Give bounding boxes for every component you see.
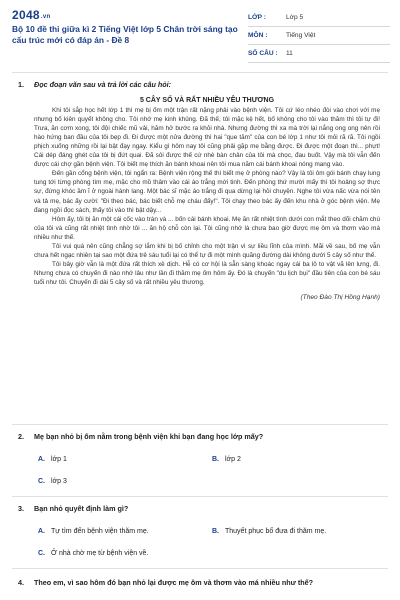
document-title: Bộ 10 đề thi giữa kì 2 Tiếng Việt lớp 5 Chân trời sáng tạo cấu trúc mới có đáp án - Đề 8 (12, 24, 238, 45)
meta-value: Lớp 5 (286, 14, 304, 21)
option-label: B. (212, 456, 219, 463)
passage-paragraph: Đến gần cổng bệnh viện, tôi ngẩn ra: Bệnh viện rộng thế thì biết mẹ ở phòng nào? Vậy là tôi ôm gói bánh chạy lung tung tới từng phòng tìm mẹ, mặc cho mồ thâm vào cái áo trắng mới tinh. Đến phòng thứ mười mấy thì tôi hoảng sợ thực sự, đứng khóc ầm ĩ ở ngoài hành lang. Một bác sĩ mặc áo trắng đi qua dừng lại hỏi chuyện. Nghe tôi vừa nấc vừa nói tên và tả mẹ, bác ấy cười: "Đi theo bác, bác biết chỗ mẹ cháu đấy!". Tôi chạy theo bác ấy đến khu nhà ở góc bệnh viện. Mẹ đang ngồi đọc sách, thấy tôi vào thì bật dậy... (34, 170, 380, 214)
divider (12, 568, 388, 569)
question-prompt: Bạn nhỏ quyết định làm gì? (34, 504, 129, 513)
option-a[interactable] (38, 456, 67, 463)
option-label: A. (38, 528, 45, 535)
passage-paragraph: Tôi bây giờ vẫn là một đứa rất thích xê dịch. Hễ có cơ hội là sẵn sàng khoác ngay cái ba lô to vật vã lên lưng, đi. Nhưng chưa có chuyến đi nào nhớ lâu như lần đi thăm mẹ ốm hôm ấy. Đó là chuyến "du lịch bụi" đầu tiên của con bé sáu tuổi như tôi. Chuyến đi dài 5 cây số và rất nhiều yêu thương. (34, 260, 380, 286)
question-number: 3. (18, 504, 24, 513)
question-2 (18, 432, 390, 442)
logo-suffix: .vn (40, 14, 51, 20)
passage-paragraph: Hôm ấy, tôi bị ăn một cái cốc vào trán và ... bốn cái bánh khoai. Mẹ ăn rất nhiệt tình dưới con mắt theo dõi chăm chú của tôi và cũng rất nhiệt tình nhờ tôi ... ăn hộ chỗ còn lại. Tôi cũng nhớ là chưa bao giờ được mẹ ôm và thơm vào má nhiều như thế. (34, 215, 380, 241)
option-c[interactable] (38, 550, 148, 557)
divider (12, 496, 388, 497)
document-header (0, 0, 400, 70)
option-b[interactable] (212, 456, 241, 463)
question-3 (18, 504, 390, 514)
option-text: Ở nhà chờ mẹ từ bệnh viện về. (51, 550, 149, 557)
passage-byline: (Theo Đào Thị Hồng Hạnh) (300, 293, 380, 301)
meta-key: MÔN : (248, 32, 268, 39)
option-a[interactable] (38, 528, 149, 535)
option-text: Thuyết phục bố đưa đi thăm mẹ. (225, 528, 327, 535)
meta-table (248, 9, 390, 63)
meta-key: SỐ CÂU : (248, 50, 278, 57)
option-text: lớp 3 (51, 478, 67, 485)
site-logo[interactable] (12, 8, 50, 22)
question-prompt: Mẹ bạn nhỏ bị ốm nằm trong bệnh viện khi bạn đang học lớp mấy? (34, 432, 264, 441)
option-label: C. (38, 550, 45, 557)
question-number: 4. (18, 578, 24, 587)
meta-value: Tiếng Việt (286, 32, 316, 39)
question-number: 1. (18, 80, 24, 89)
option-label: C. (38, 478, 45, 485)
question-number: 2. (18, 432, 24, 441)
logo-text: 2048 (12, 8, 40, 22)
divider (12, 424, 388, 425)
meta-row-subject (248, 27, 390, 45)
question-prompt: Đọc đoạn văn sau và trả lời các câu hỏi: (34, 80, 172, 89)
meta-row-grade (248, 9, 390, 27)
passage-title: 5 CÂY SỐ VÀ RẤT NHIỀU YÊU THƯƠNG (139, 97, 275, 104)
meta-row-count (248, 45, 390, 63)
passage-paragraph: Tôi vui quá nên cũng chẳng sợ lắm khi bị bố chỉnh cho một trận vì sự liều lĩnh của mình. Mãi về sau, bố mẹ vẫn chưa hết ngạc nhiên tại sao một đứa trẻ sáu tuổi lại có thể tự đi một mình quãng đường dài không dưới 5 cây số như thế. (34, 242, 380, 259)
meta-value: 11 (286, 50, 293, 57)
option-label: B. (212, 528, 219, 535)
option-c[interactable] (38, 478, 67, 485)
question-1 (18, 80, 390, 90)
reading-passage (34, 96, 380, 302)
option-b[interactable] (212, 528, 326, 535)
question-prompt: Theo em, vì sao hôm đó bạn nhỏ lại được mẹ ôm và thơm vào má nhiều như thế? (34, 578, 314, 587)
option-label: A. (38, 456, 45, 463)
passage-paragraph: Khi tôi sắp học hết lớp 1 thì mẹ bị ốm một trận rất nặng phải vào bệnh viện. Tôi cứ léo nhéo đòi vào chơi với mẹ nhưng bố kiên quyết không cho. Tôi nhớ mẹ kinh khủng. Đã thế, tôi mặc kệ hết, bố không cho tôi vào thăm thì tôi tự đi! Trưa, ăn cơm xong, tôi đội chiếc mũ vải, hăm hở bước ra khỏi nhà. Nhưng đường thì xa mà trời lại nắng ong ong nên rồi hào hứng ban đầu của tôi bẹp đi. Đi được một nửa đường thì hai "que tăm" của con bé lớp 1 như tôi mỏi rã rã. Tôi ngồi phịch xuống những rồi lại bật đạy ngay. Kiểu gì hôm nay tôi cũng phải gặp mẹ bằng được. Đi được một đoạn thì... phựt! Cái dép đáng ghét của tôi bị đứt quai. Đã sôi được thế cứ nhè bàn chân của tôi mà chọc, đau buốt. Vậy mà tôi vẫn đến được cái chợ gần bệnh viện. Tôi biết mẹ thích ăn bánh khoai nên tôi mua năm cái bánh khoai nóng mang vào. (34, 107, 380, 169)
option-text: lớp 1 (51, 456, 67, 463)
question-4 (18, 578, 390, 588)
meta-key: LỚP : (248, 14, 266, 21)
option-text: lớp 2 (225, 456, 241, 463)
divider (12, 72, 388, 73)
option-text: Tự tìm đến bệnh viện thăm mẹ. (51, 528, 149, 535)
